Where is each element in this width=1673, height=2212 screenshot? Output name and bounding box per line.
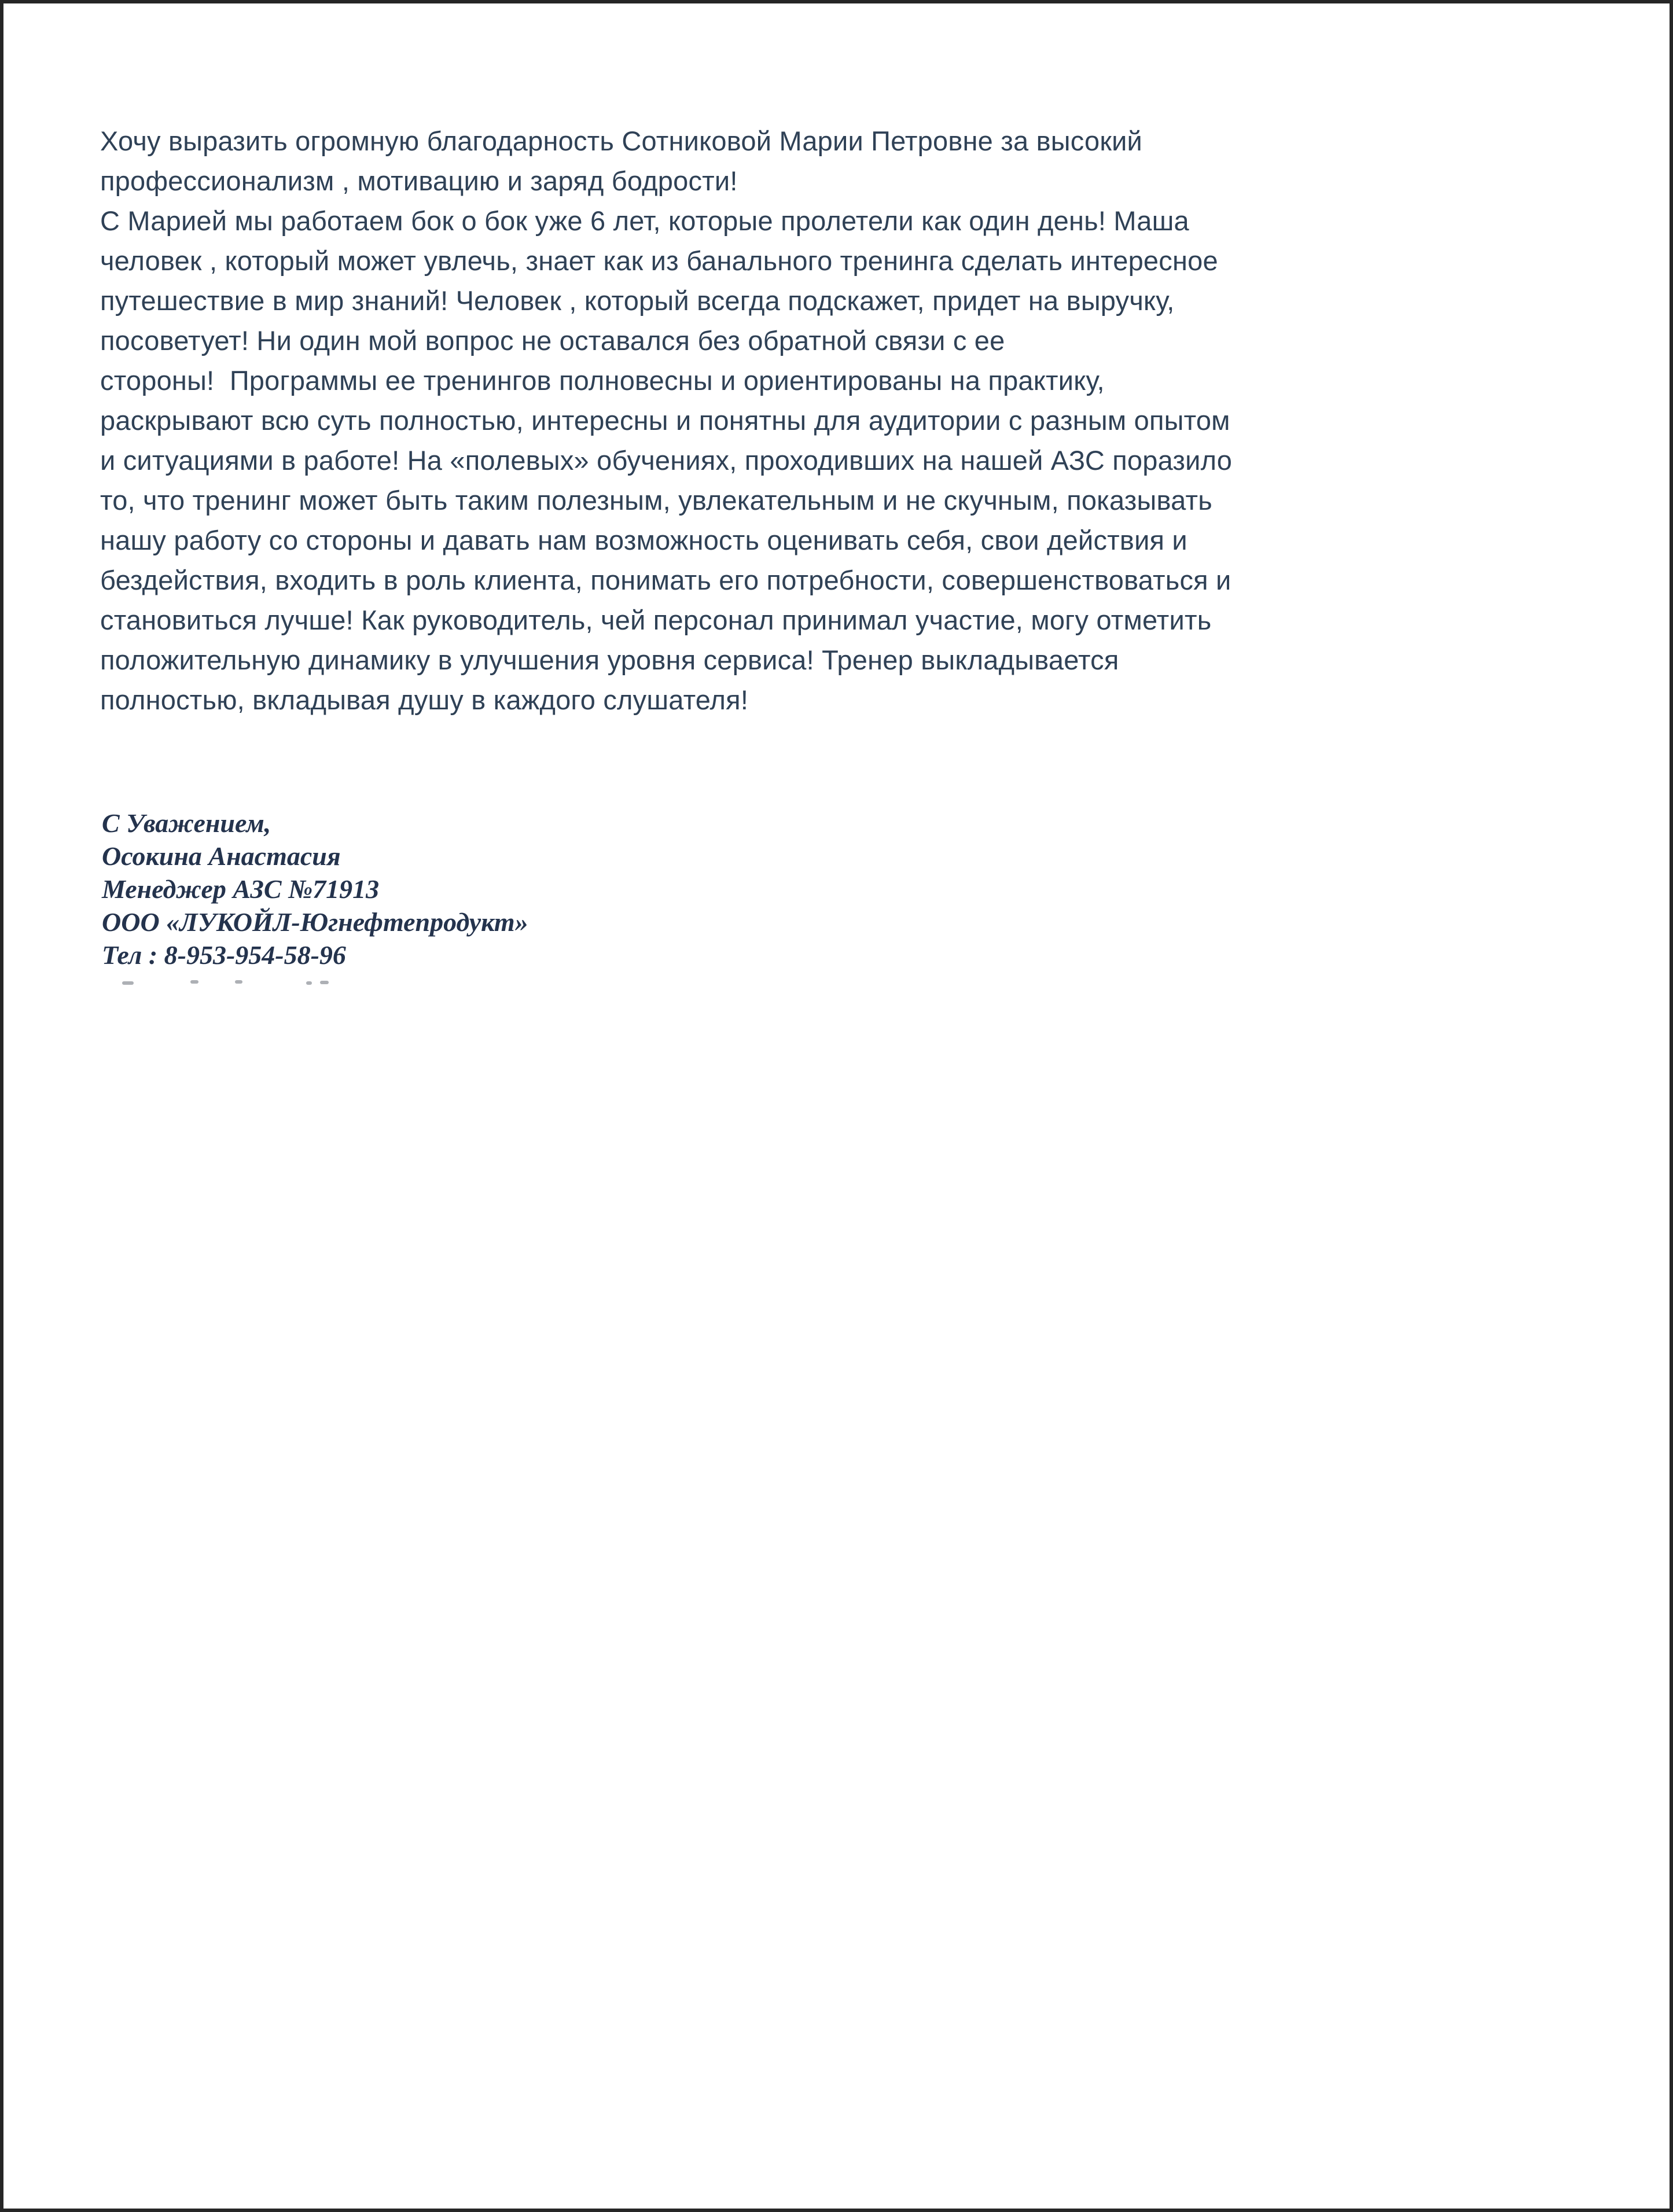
letter-body xyxy=(100,121,1489,720)
signature-line: Менеджер АЗС №71913 xyxy=(102,874,380,904)
cut-off-text-remnant xyxy=(190,980,198,984)
letter-body-line: бездействия, входить в роль клиента, понимать его потребности, совершенствоваться и xyxy=(100,565,1231,595)
letter-body-line: профессионализм , мотивацию и заряд бодрости! xyxy=(100,165,738,196)
letter-body-line: посоветует! Ни один мой вопрос не оставался без обратной связи с ее xyxy=(100,325,1005,356)
signature-block xyxy=(102,807,912,971)
letter-body-line: стороны! Программы ее тренингов полновесны и ориентированы на практику, xyxy=(100,365,1105,396)
cut-off-text-remnant xyxy=(306,981,312,985)
letter-body-line: и ситуациями в работе! На «полевых» обучениях, проходивших на нашей АЗС поразило xyxy=(100,445,1233,476)
letter-body-line: то, что тренинг может быть таким полезным, увлекательным и не скучным, показывать xyxy=(100,485,1212,516)
letter-body-line: положительную динамику в улучшения уровня сервиса! Тренер выкладывается xyxy=(100,645,1119,675)
signature-line: Тел : 8-953-954-58-96 xyxy=(102,940,346,970)
letter-body-line: С Марией мы работаем бок о бок уже 6 лет, которые пролетели как один день! Маша xyxy=(100,205,1189,236)
signature-line: С Уважением, xyxy=(102,808,271,838)
cut-off-text-remnant xyxy=(235,980,242,984)
letter-body-line: Хочу выразить огромную благодарность Сотниковой Марии Петровне за высокий xyxy=(100,126,1142,156)
letter-body-line: человек , который может увлечь, знает как из банального тренинга сделать интересное xyxy=(100,245,1218,276)
signature-line: Осокина Анастасия xyxy=(102,841,341,871)
cut-off-text-remnant xyxy=(122,981,134,985)
signature-line: ООО «ЛУКОЙЛ-Югнефтепродукт» xyxy=(102,907,528,937)
letter-body-line: полностью, вкладывая душу в каждого слушателя! xyxy=(100,684,749,715)
letter-body-line: раскрывают всю суть полностью, интересны и понятны для аудитории с разным опытом xyxy=(100,405,1230,436)
letter-body-line: путешествие в мир знаний! Человек , который всегда подскажет, придет на выручку, xyxy=(100,285,1175,316)
cut-off-text-remnant xyxy=(320,981,329,984)
letter-body-line: становиться лучше! Как руководитель, чей персонал принимал участие, могу отметить xyxy=(100,605,1212,635)
letter-body-line: нашу работу со стороны и давать нам возможность оценивать себя, свои действия и xyxy=(100,525,1187,555)
